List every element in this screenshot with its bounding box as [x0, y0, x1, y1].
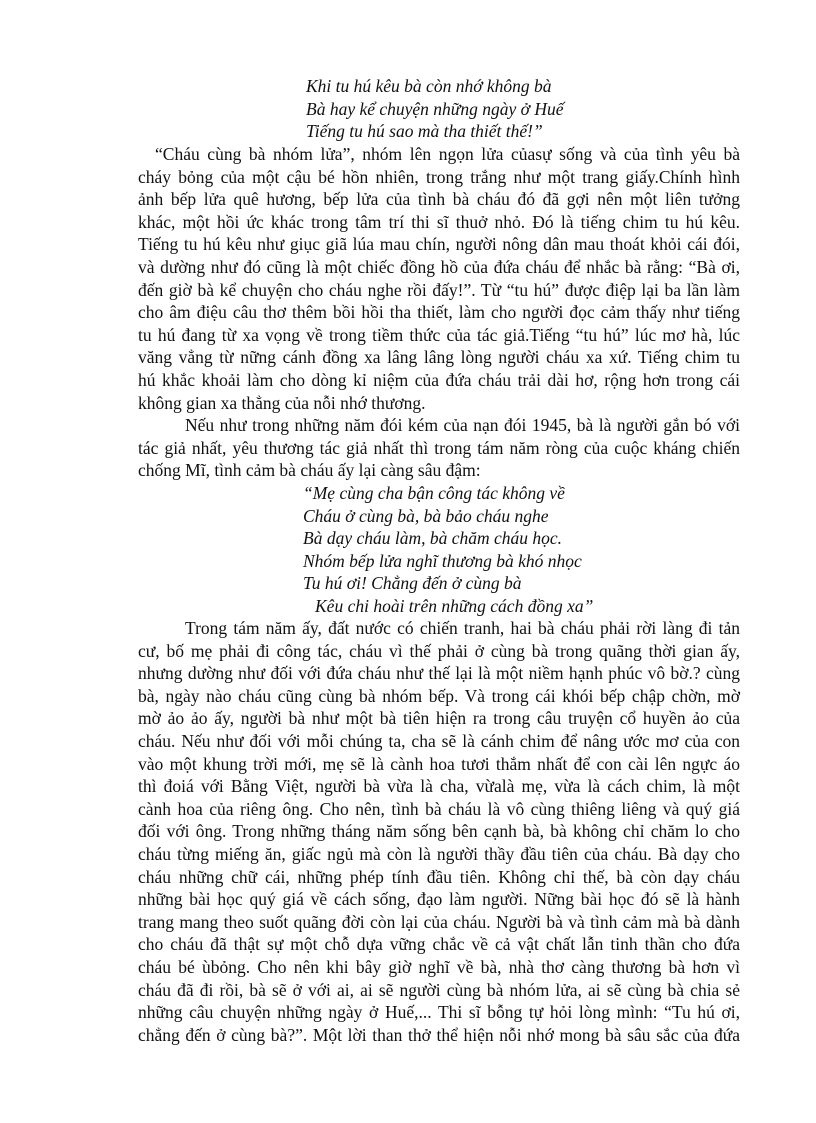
text-line: “Cháu cùng bà nhóm lửa”, nhóm lên ngọn lửa củasự sống và của tình yêu bà — [155, 144, 740, 164]
poem-line: Nhóm bếp lửa nghĩ thương bà khó nhọc — [303, 550, 582, 571]
text-line: đối với ông. Trong những tháng năm sống bên cạnh bà, bà không chỉ chăm lo cho — [138, 821, 740, 842]
text-line: bà, ngày nào cháu cũng cùng bà nhóm bếp. Và trong cái khói bếp chập chờn, mờ — [138, 685, 740, 706]
text-line: văng vẳng từ nững cánh đồng xa lâng lâng lòng người cháu xa xứ. Tiếng chim tu — [138, 347, 740, 368]
text-line: cư, bố mẹ phải đi công tác, cháu vì thế phải ở cùng bà trong quãng thời gian ấy, — [138, 640, 740, 661]
paragraph-2 — [138, 414, 740, 482]
poem-line: Tu hú ơi! Chẳng đến ở cùng bà — [303, 573, 522, 594]
text-line: hú khắc khoải làm cho dòng kỉ niệm của đứa cháu trải dài hơ, rộng hơn trong cái — [138, 369, 740, 390]
text-line: mờ ảo ảo ấy, người bà như một bà tiên hiện ra trong câu truyện cổ huyền ảo của — [138, 708, 740, 729]
text-line: chống Mĩ, tình cảm bà cháu ấy lại càng sâu đậm: — [138, 460, 481, 481]
paragraph-1 — [138, 143, 740, 414]
text-line: cho cháu đã thật sự một chỗ dựa vững chắc về cả vật chất lẫn tinh thần cho đứa — [138, 934, 740, 955]
text-line: Tiếng tu hú kêu như giục giã lúa mau chín, người nông dân mau thoát khỏi cái đói, — [138, 234, 740, 255]
poem-line: Bà hay kể chuyện những ngày ở Huế — [306, 98, 564, 119]
text-line: thì đoiá với Bằng Việt, người bà vừa là cha, vừalà mẹ, vừa là cách chim, là một — [138, 776, 740, 797]
poem-top — [155, 75, 740, 143]
poem-line: Bà dạy cháu làm, bà chăm cháu học. — [303, 528, 563, 549]
poem-line: Kêu chi hoài trên những cách đồng xa” — [315, 595, 594, 616]
poem-line: Tiếng tu hú sao mà tha thiết thế!” — [306, 121, 543, 142]
text-line: cháu bé ùbỏng. Cho nên khi bây giờ nghĩ về bà, nhà thơ càng thương bà hơn vì — [138, 956, 740, 977]
text-line: ảnh bếp lửa quê hương, bếp lửa của tình bà cháu đó đã gợi nên một liên tưởng — [138, 189, 740, 210]
text-line: những bài học quý giá về cách sống, đạo làm người. Nững bài học đó sẽ là hành — [138, 889, 740, 910]
text-line: cành hoa của riêng ông. Cho nên, tình bà cháu là vô cùng thiêng liêng và quý giá — [138, 798, 740, 819]
text-line: cho âm điệu câu thơ thêm bồi hồi tha thiết, làm cho người đọc cảm thấy như tiếng — [138, 302, 740, 323]
text-line: vào một khung trời mới, mẹ sẽ là cành hoa tươi thắm nhất để con cài lên ngực áo — [138, 753, 740, 774]
poem-line: “Mẹ cùng cha bận công tác không về — [303, 483, 565, 503]
text-line: cháu. Nếu như đối với mỗi chúng ta, cha sẽ là cánh chim để nâng ước mơ của con — [138, 730, 740, 751]
text-line: tu hú đang từ xa vọng về trong tiềm thức của tác giả.Tiếng “tu hú” lúc mơ hà, lúc — [138, 324, 740, 345]
text-line: khác, một hồi ức khác trong tâm trí thi sĩ thuở nhỏ. Đó là tiếng chim tu hú kêu. — [138, 211, 740, 232]
poem-line: Khi tu hú kêu bà còn nhớ không bà — [306, 76, 552, 96]
text-line: Nếu như trong những năm đói kém của nạn đói 1945, bà là người gắn bó với — [185, 415, 740, 435]
paragraph-3 — [138, 617, 740, 1046]
text-line: đến giờ bà kể chuyện cho cháu nghe rồi đấy!”. Từ “tu hú” được điệp lại ba lần làm — [138, 279, 740, 300]
text-line: chẳng đến ở cùng bà?”. Một lời than thở thể hiện nỗi nhớ mong bà sâu sắc của đứa — [138, 1024, 740, 1045]
text-line: cháu những chữ cái, những phép tính đầu tiên. Không chỉ thế, bà còn dạy cháu — [138, 866, 740, 887]
text-line: cháu đã đi rồi, bà sẽ ở với ai, ai sẽ người cùng bà nhóm lửa, ai sẽ cùng bà chia sẻ — [138, 979, 740, 1000]
text-line: cháy bỏng của một cậu bé hồn nhiên, trong trắng như một trang giấy.Chính hình — [138, 166, 740, 187]
text-line: và dường như đó cũng là một chiếc đồng hồ của đứa cháu để nhắc bà rằng: “Bà ơi, — [138, 256, 740, 277]
text-line: tác giả nhất, yêu thương tác giả nhất thì trong tám năm ròng của cuộc kháng chiến — [138, 437, 740, 458]
poem-middle — [155, 482, 740, 618]
poem-line: Cháu ở cùng bà, bà bảo cháu nghe — [303, 505, 549, 526]
text-line: những câu chuyện những ngày ở Huế,... Thi sĩ bỗng tự hỏi lòng mình: “Tu hú ơi, — [138, 1002, 740, 1023]
text-line: cháu từng miếng ăn, giấc ngủ mà còn là người thầy đầu tiên của cháu. Bà dạy cho — [138, 843, 740, 864]
text-line: không gian xa thẳng của nỗi nhớ thương. — [138, 392, 426, 413]
text-line: Trong tám năm ấy, đất nước có chiến tranh, hai bà cháu phải rời làng đi tản — [185, 618, 740, 638]
text-line: nhưng dường như đối với đứa cháu như thế lại là một niềm hạnh phúc vô bờ.? cùng — [138, 663, 740, 684]
text-line: trang mang theo suốt quãng đời còn lại của cháu. Người bà và tình cảm mà bà dành — [138, 911, 740, 932]
